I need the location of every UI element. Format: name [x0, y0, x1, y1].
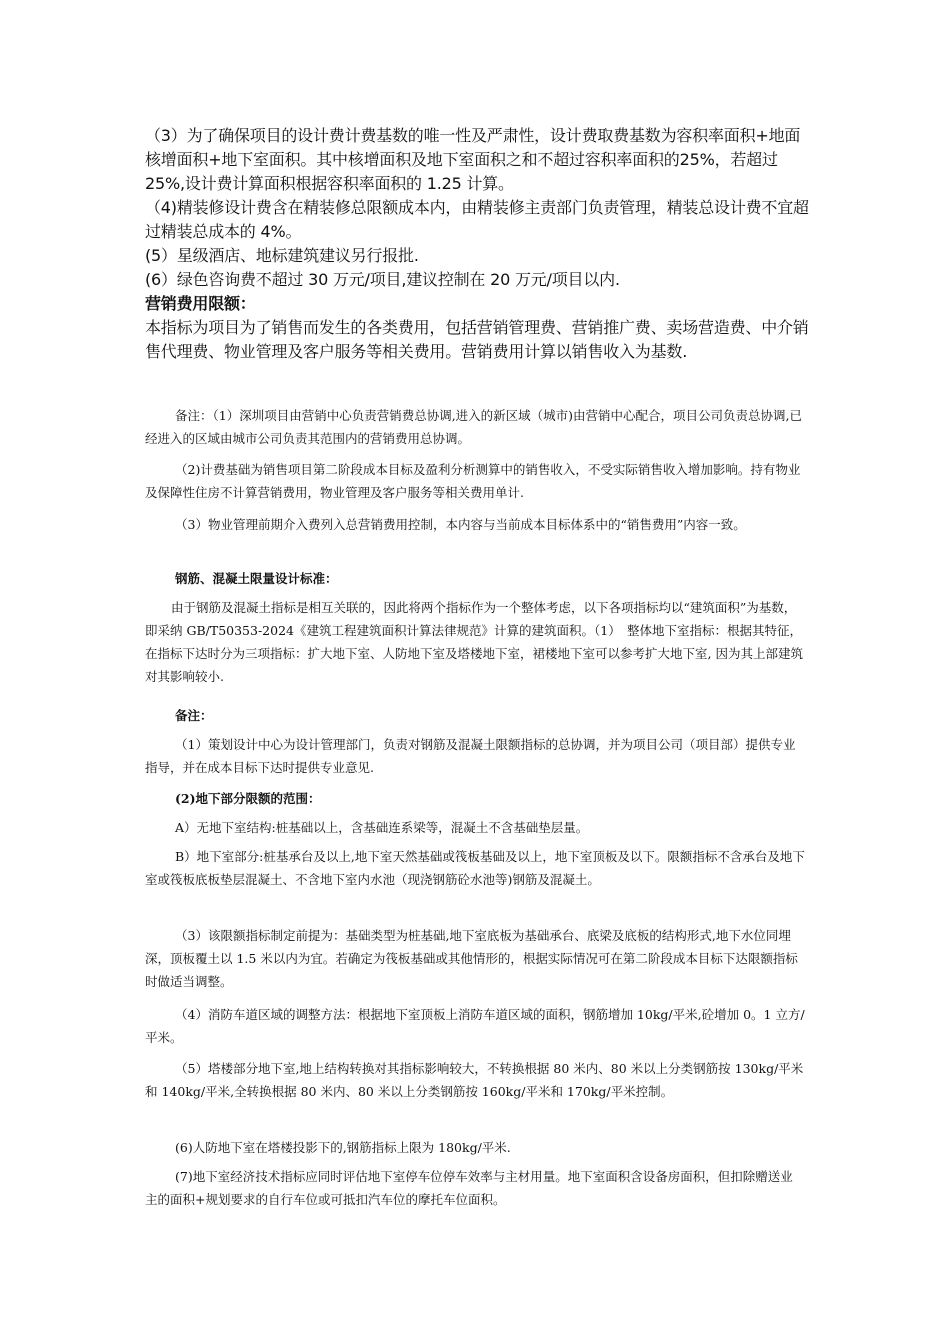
- note-7-wrap: [145, 1165, 805, 1211]
- heading-rebar-wrap: [145, 567, 805, 590]
- note-4-wrap: [145, 1003, 805, 1049]
- note-1-wrap: [145, 733, 805, 779]
- heading-notes-wrap: [145, 704, 805, 727]
- paragraph-rebar-intro: 由于钢筋及混凝土指标是相互关联的，因此将两个指标作为一个整体考虑，以下各项指标均以“建筑面积”为基数，即采纳 GB/T50353-2024《建筑工程建筑面积计算法律规范》计算的建筑面积。（1） 整体地下室指标：根据其特征，在指标下达时分为三项指标：扩大地下室、人防地下室及塔楼地下室，裙楼地下室可以参考扩大地下室, 因为其上部建筑对其影响较小.: [145, 600, 803, 684]
- note-marketing-1: 备注：（1）深圳项目由营销中心负责营销费总协调,进入的新区域（城市)由营销中心配合，项目公司负责总协调,已经进入的区域由城市公司负责其范围内的营销费用总协调。: [145, 408, 803, 446]
- scope-b: B）地下室部分:桩基承台及以上,地下室天然基础或筏板基础及以上，地下室顶板及以下。限额指标不含承台及地下室或筏板底板垫层混凝土、不含地下室内水池（现浇钢筋砼水池等)钢筋及混凝土。: [145, 849, 805, 887]
- note-marketing-3: （3）物业管理前期介入费列入总营销费用控制，本内容与当前成本目标体系中的“销售费用”内容一致。: [175, 517, 746, 532]
- heading-rebar-concrete: 钢筋、混凝土限量设计标准：: [175, 571, 338, 586]
- paragraph-green-consulting: (6）绿色咨询费不超过 30 万元/项目,建议控制在 20 万元/项目以内.: [145, 270, 620, 289]
- note-rebar-4: （4）消防车道区域的调整方法：根据地下室顶板上消防车道区域的面积，钢筋增加 10kg/平米,砼增加 0。1 立方/平米。: [145, 1007, 805, 1045]
- note-marketing-2-wrap: [145, 458, 805, 504]
- heading-notes: 备注：: [175, 708, 213, 723]
- note-5-wrap: [145, 1057, 805, 1103]
- paragraph-marketing-fee-def: 本指标为项目为了销售而发生的各类费用，包括营销管理费、营销推广费、卖场营造费、中介销售代理费、物业管理及客户服务等相关费用。营销费用计算以销售收入为基数.: [145, 318, 809, 361]
- design-fee-section: [145, 124, 815, 364]
- paragraph-design-fee-base: （3）为了确保项目的设计费计费基数的唯一性及严肃性，设计费取费基数为容积率面积+地面核增面积+地下室面积。其中核增面积及地下室面积之和不超过容积率面积的25%，若超过 25%,设计费计算面积根据容积率面积的 1.25 计算。: [145, 126, 801, 193]
- note-3-wrap: [145, 924, 805, 993]
- scope-a: A）无地下室结构:桩基础以上，含基础连系梁等，混凝土不含基础垫层量。: [175, 820, 589, 835]
- note-rebar-7: (7)地下室经济技术指标应同时评估地下室停车位停车效率与主材用量。地下室面积含设备房面积，但扣除赠送业主的面积+规划要求的自行车位或可抵扣汽车位的摩托车位面积。: [145, 1169, 793, 1207]
- paragraph-hotel-landmark: (5）星级酒店、地标建筑建议另行报批.: [145, 246, 419, 265]
- scope-b-wrap: [145, 845, 805, 891]
- note-rebar-6: (6)人防地下室在塔楼投影下的,钢筋指标上限为 180kg/平米.: [175, 1140, 511, 1155]
- heading-marketing-fee: 营销费用限额：: [145, 294, 256, 313]
- heading-underground-scope: (2)地下部分限额的范围：: [175, 791, 321, 806]
- note-6-wrap: [145, 1136, 805, 1159]
- rebar-intro-wrap: [145, 596, 805, 688]
- note-rebar-5: （5）塔楼部分地下室,地上结构转换对其指标影响较大，不转换根据 80 米内、80 米以上分类钢筋按 130kg/平米和 140kg/平米,全转换根据 80 米内、80 米以上分类钢筋按 160kg/平米和 170kg/平米控制。: [145, 1061, 804, 1099]
- scope-a-wrap: [145, 816, 805, 839]
- note-rebar-1: （1）策划设计中心为设计管理部门，负责对钢筋及混凝土限额指标的总协调，并为项目公司（项目部）提供专业指导，并在成本目标下达时提供专业意见.: [145, 737, 796, 775]
- note-marketing-3-wrap: [145, 513, 805, 536]
- note-marketing-2: （2)计费基础为销售项目第二阶段成本目标及盈利分析测算中的销售收入，不受实际销售收入增加影响。持有物业及保障性住房不计算营销费用，物业管理及客户服务等相关费用单计.: [145, 462, 801, 500]
- note-rebar-3: （3）该限额指标制定前提为：基础类型为桩基础,地下室底板为基础承台、底梁及底板的结构形式,地下水位同埋深，顶板覆土以 1.5 米以内为宜。若确定为筏板基础或其他情形的，根据实际情况可在第二阶段成本目标下达限额指标时做适当调整。: [145, 928, 798, 989]
- paragraph-decoration-fee: （4)精装修设计费含在精装修总限额成本内，由精装修主责部门负责管理，精装总设计费不宜超过精装总成本的 4%。: [145, 198, 809, 241]
- heading-scope-wrap: [145, 787, 805, 810]
- marketing-notes: [145, 404, 805, 450]
